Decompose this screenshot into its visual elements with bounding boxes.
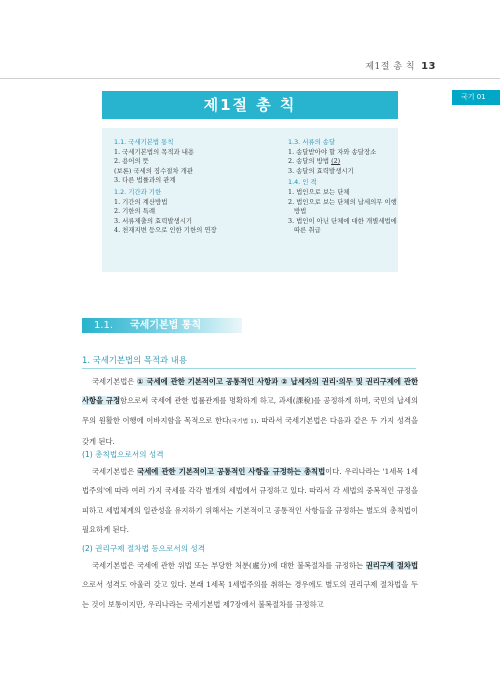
para-text: 국세기본법은	[92, 377, 138, 386]
toc-section	[288, 178, 398, 188]
toc-item	[114, 226, 260, 236]
toc-section	[114, 138, 260, 148]
toc-text: 3. 법인이 아닌 단체에 대한 개별세법에	[288, 216, 397, 225]
section-title: 국세기본법 통칙	[130, 320, 202, 331]
toc-text: 1.4. 인 격	[288, 178, 317, 187]
toc-text: 1. 국세기본법의 목적과 내용	[114, 147, 195, 156]
toc-item	[114, 176, 260, 186]
toc-suffix: (2)	[331, 157, 341, 166]
highlight-text: 권리구제 절차법	[365, 561, 418, 570]
toc-text: 2. 송달의 방법	[288, 157, 330, 166]
subheading-general-law: (1) 총칙법으로서의 성격	[82, 450, 164, 459]
toc-section	[288, 138, 398, 148]
toc-text: 2. 용어의 뜻	[114, 157, 149, 166]
toc-text: 1.1. 국세기본법 통칙	[114, 138, 174, 146]
heading-purpose: 1. 국세기본법의 목적과 내용	[82, 355, 187, 365]
toc-item	[114, 167, 260, 177]
para-text: 국세기본법은 국세에 관한 위법 또는 부당한 처분(處分)에 대한 불복절차를 규정하는	[92, 561, 366, 570]
toc-item	[288, 167, 398, 177]
paragraph-remedy-law	[82, 556, 418, 614]
paragraph-purpose	[82, 372, 418, 452]
toc-text: 2. 법인으로 보는 단체의 납세의무 이행	[288, 197, 397, 206]
heading-rule	[82, 368, 416, 369]
toc-text: 방법	[294, 207, 307, 216]
page-number: 13	[421, 61, 436, 72]
header-rule	[0, 78, 500, 79]
section-number: 1.1.	[94, 320, 114, 331]
toc-left-column	[114, 138, 260, 236]
toc-text: 1. 송달받아야 할 자와 송달장소	[288, 147, 377, 156]
side-tab: 국기 01	[452, 90, 500, 105]
toc-text: (보론) 국세의 징수절차 개관	[114, 166, 193, 175]
toc-item	[114, 198, 260, 208]
toc-item	[114, 207, 260, 217]
chapter-title: 제1절 총 칙	[203, 96, 297, 114]
toc-item	[114, 157, 260, 167]
para-text: 으로서 성격도 아울러 갖고 있다. 본래 1세목 1세법주의를 취하는 경우에도 별도의 권리구제 절차법을 두는 것이 보통이지만, 우리나라는 국세기본법 제7장에서 불복절차를 규정하고	[82, 580, 418, 609]
toc-item	[288, 207, 398, 217]
toc-text: 2. 기한의 특례	[114, 207, 156, 216]
law-reference: (국기법 1)	[229, 418, 257, 425]
highlight-text: 국세에 관한 기본적이고 공통적인 사항을 규정하는 총칙법	[137, 467, 326, 476]
toc-text: 1.3. 서류의 송달	[288, 138, 336, 146]
para-text: 이다. 우리나라는 '1세목 1세법주의'에 따라 여러 가지 국세를 각각 별개의 세법에서 규정하고 있다. 따라서 각 세법의 중복적인 규정을 피하고 세법체계의 일관성을 유지하기 위해서는 기본적이고 공통적인 사항들을 규정하는 별도의 총칙법이 필요하게 된다.	[82, 467, 418, 535]
toc-item	[288, 198, 398, 208]
toc-section	[114, 188, 260, 198]
toc-item	[288, 217, 398, 227]
toc-text: 4. 천재지변 등으로 인한 기한의 연장	[114, 226, 217, 235]
toc-text: 1. 기간의 계산방법	[114, 197, 168, 206]
toc-item	[288, 157, 398, 167]
highlight-text: ① 국세에 관한 기본적이고 공통적인 사항과 ② 납세자의 권리·의무 및 권리구제에 관한 사항을 규정	[82, 377, 418, 406]
running-head-text: 제1절 총 칙	[365, 62, 416, 72]
para-text: . 따라서 국세기본법은 다음과 같은 두 가지 성격을 갖게 된다.	[82, 415, 418, 447]
subheading-remedy-law: (2) 권리구제 절차법 등으로서의 성격	[82, 544, 206, 553]
toc-text: 1. 법인으로 보는 단체	[288, 187, 350, 196]
para-text: 함으로써 국세에 관한 법률관계를 명확하게 하고, 과세(課稅)를 공정하게 하며, 국민의 납세의무의 원활한 이행에 이바지함을 목적으로 한다	[82, 396, 418, 425]
toc-item	[288, 188, 398, 198]
toc-text: 3. 송달의 효력발생시기	[288, 166, 354, 175]
running-head	[365, 59, 436, 72]
toc-text: 3. 다른 법률과의 관계	[114, 176, 176, 185]
paragraph-general-law	[82, 462, 418, 540]
toc-item	[288, 226, 398, 236]
toc-text: 1.2. 기간과 기한	[114, 187, 162, 196]
toc-text: 3. 서류제출의 효력발생시기	[114, 216, 193, 225]
para-text: 국세기본법은	[92, 467, 138, 476]
toc-text: 따른 취급	[294, 226, 321, 235]
toc-right-column	[288, 138, 398, 236]
toc-item	[114, 148, 260, 158]
toc-item	[114, 217, 260, 227]
toc-item	[288, 148, 398, 158]
